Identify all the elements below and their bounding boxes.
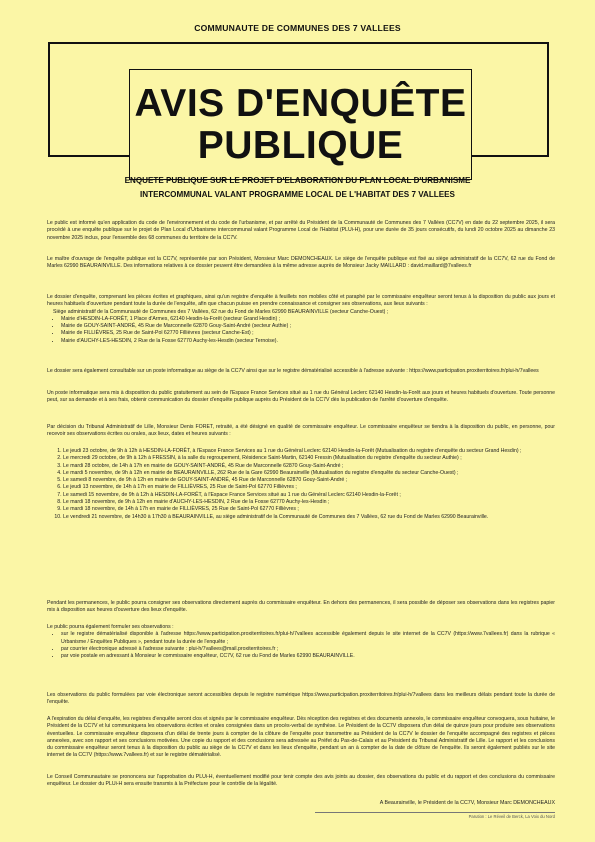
list-item: • Mairie de FILLIÈVRES, 25 Rue de Saint-Pol 62770 Fillièvres (secteur Canche-Est) ; — [61, 330, 555, 337]
list-item: • Mairie de GOUY-SAINT-ANDRÉ, 45 Rue de Marconnelle 62870 Gouy-Saint-André (secteur Authie) ; — [61, 323, 555, 330]
list-item: 2. Le mercredi 29 octobre, de 9h à 12h à FRESSIN, à la salle du regroupement, Résidence Saint-Martin, 62140 Fressin (Mutualisation du registre d'enquête du secteur Authie) ; — [63, 455, 555, 462]
subtitle-line-1: ENQUETE PUBLIQUE SUR LE PROJET D'ELABORATION DU PLAN LOCAL D'URBANISME — [124, 176, 471, 185]
mairies-list — [47, 316, 555, 345]
list-item: 1. Le jeudi 23 octobre, de 9h à 12h à HESDIN-LA-FORÊT, à l'Espace France Services au 1 rue du Général Leclerc 62140 Hesdin-la-Forêt (Mutualisation du registre d'enquête du secteur Grand Hesdin) ; — [63, 448, 555, 455]
observations-intro: Le public pourra également formuler ses observations : — [47, 624, 174, 630]
paragraph-poste: Un poste informatique sera mis à disposition du public gratuitement au sein de l'Espace France Services situé au 1 rue du Général Leclerc 62140 Hesdin-la-Forêt aux jours et heures habituels d'ouverture. Toute personne peut, sur sa demande et à ses frais, obtenir communication du dossier d'enquête publique auprès du Président de la CC7V dès la publication de l'arrêté d'ouverture d'enquête. — [47, 390, 555, 404]
list-item: 5. Le samedi 8 novembre, de 9h à 12h en mairie de GOUY-SAINT-ANDRÉ, 45 Rue de Marconnelle 62870 Gouy-Saint-André ; — [63, 477, 555, 484]
list-item: • sur le registre dématérialisé disponible à l'adresse https://www.participation.proxiterritoires.fr/plui-h/7vallees accessible également depuis le site internet de la CC7V (https://www.7vallees.fr) dans la rubrique « Urbanisme / Enquêtes Publiques », pendant toute la durée de l'enquête ; — [61, 631, 555, 646]
list-item: • par courrier électronique adressé à l'adresse suivante : plui-h/7vallees@mail.proxiterritoires.fr ; — [61, 646, 555, 653]
paragraph-publication-observations: Les observations du public formulées par voie électronique seront accessibles depuis le registre numérique https://www.participation.proxiterritoires.fr/plui-h/7vallees dans les meilleurs délais pendant toute la durée de l'enquête. — [47, 692, 555, 706]
paragraph-observations — [47, 624, 555, 660]
subtitle-line-2: INTERCOMMUNAL VALANT PROGRAMME LOCAL DE L'HABITAT DES 7 VALLEES — [140, 190, 455, 199]
list-item: • Mairie d'AUCHY-LES-HESDIN, 2 Rue de la Fosse 62770 Auchy-les-Hesdin (secteur Ternoise). — [61, 338, 555, 345]
footer-note: Parution : Le Réveil de Berck, La Voix du Nord — [315, 812, 555, 819]
list-item: 3. Le mardi 28 octobre, de 14h à 17h en mairie de GOUY-SAINT-ANDRÉ, 45 Rue de Marconnelle 62870 Gouy-Saint-André ; — [63, 463, 555, 470]
paragraph-maitre-ouvrage: Le maître d'ouvrage de l'enquête publique est la CC7V, représentée par son Président, Monsieur Marc DEMONCHEAUX. Le siège de l'enquête publique est fixé au siège administratif de la CC7V, 62 rue du Fond de Marles 62990 BEAURAINVILLE. Des informations relatives à ce dossier peuvent être demandées à la même adresse auprès de Monsieur Jacky MAILLARD : david.maillard@7vallees.fr — [47, 256, 555, 270]
title-line-2: PUBLIQUE — [197, 123, 404, 167]
list-item: 6. Le jeudi 13 novembre, de 14h à 17h en mairie de FILLIÈVRES, 25 Rue de Saint-Pol 62770 Fillièvres ; — [63, 484, 555, 491]
paragraph-registre: Le dossier sera également consultable sur un poste informatique au siège de la CC7V ainsi que sur le registre dématérialisé accessible à l'adresse suivante : https://www.participation.proxiterritoires.fr/plui-h/7vallees — [47, 368, 539, 374]
subtitle — [40, 174, 555, 202]
title-inner-frame — [129, 69, 472, 180]
signature-line: A Beaurainville, le Président de la CC7V, Monsieur Marc DEMONCHEAUX — [379, 800, 555, 806]
paragraph-cloture: A l'expiration du délai d'enquête, les registres d'enquête seront clos et signés par le commissaire enquêteur. Dès réception des registres et des documents annexés, le commissaire enquêteur convoquera, sous huitaine, le Président de la CC7V et lui communiquera les observations écrites et orales consignées dans un procès-verbal de synthèse. Le Président de la CC7V disposera d'un délai de quinze jours pour produire ses observations éventuelles. Le commissaire enquêteur disposera d'un délai de trente jours à compter de la clôture de l'enquête pour transmettre au Président de la CC7V le dossier de l'enquête accompagné des registres et pièces annexées, avec son rapport et ses conclusions motivées. Une copie du rapport et des conclusions sera adressée au Préfet du Pas-de-Calais et au Président du Tribunal Administratif de Lille. Le rapport et les conclusions du commissaire enquêteur seront tenus à la disposition du public au siège de la CC7V et dans les lieux d'enquête, pendant un an à compter de la date de clôture de l'enquête. Ils seront également publiés sur le site internet de la CC7V (https://www.7vallees.fr) et sur le registre dématérialisé. — [47, 716, 555, 759]
list-item: 9. Le mardi 18 novembre, de 14h à 17h en mairie de FILLIÈVRES, 25 Rue de Saint-Pol 62770 Fillièvres ; — [63, 506, 555, 513]
paragraph-approbation: Le Conseil Communautaire se prononcera sur l'approbation du PLUi-H, éventuellement modifié pour tenir compte des avis joints au dossier, des observations du public et du rapport et des conclusions du commissaire enquêteur. Le dossier du PLUi-H sera ensuite transmis à la Préfecture pour le contrôle de la légalité. — [47, 774, 555, 788]
paragraph-dossier-text: Le dossier d'enquête, comprenant les pièces écrites et graphiques, ainsi qu'un registre d'enquête à feuillets non mobiles côté et paraphé par le commissaire enquêteur seront tenus à la disposition du public aux jours et heures habituels d'ouverture pendant toute la durée de l'enquête, afin que chacun puisse en prendre connaissance et consigner ses observations, aux lieux suivants : — [47, 294, 555, 308]
title-frame — [48, 42, 549, 167]
paragraph-permanences-info: Pendant les permanences, le public pourra consigner ses observations directement auprès du commissaire enquêteur. En dehors des permanences, il sera possible de déposer ses observations dans les registres papier mis à disposition aux heures d'ouverture des lieux d'enquête. — [47, 600, 555, 614]
permanences-list — [47, 448, 555, 521]
organization-heading: COMMUNAUTE DE COMMUNES DES 7 VALLEES — [194, 23, 401, 33]
list-item: 4. Le mardi 5 novembre, de 9h à 12h en mairie de BEAURAINVILLE, 262 Rue de la Gare 62990 Beaurainville (Mutualisation du registre d'enquête du secteur Canche-Ouest) ; — [63, 470, 555, 477]
list-item: • Mairie d'HESDIN-LA-FORÊT, 1 Place d'Armes, 62140 Hesdin-la-Forêt (secteur Grand Hesdin) ; — [61, 316, 555, 323]
paragraph-intro: Le public est informé qu'en application du code de l'environnement et du code de l'urbanisme, et par arrêté du Président de la Communauté de Communes des 7 Vallées (CC7V) en date du 22 septembre 2025, il sera procédé à une enquête publique sur le projet de Plan Local d'Urbanisme intercommunal valant Programme Local de l'Habitat (PLUi-H), pour une durée de 35 jours consécutifs, du lundi 20 octobre 2025 au dimanche 23 novembre 2025 inclus, pour l'ensemble des 68 communes du territoire de la CC7V. — [47, 220, 555, 241]
list-item: 7. Le samedi 15 novembre, de 9h à 12h à HESDIN-LA-FORÊT, à l'Espace France Services situé au 1 rue du Général Leclerc 62140 Hesdin-la-Forêt ; — [63, 492, 555, 499]
list-item: 10. Le vendredi 21 novembre, de 14h30 à 17h30 à BEAURAINVILLE, au siège administratif de la Communauté de Communes des 7 Vallées, 62 rue du Fond de Marles 62990 Beaurainville. — [63, 514, 555, 521]
list-item: • par voie postale en adressant à Monsieur le commissaire enquêteur, CC7V, 62 rue du Fond de Marles 62990 BEAURAINVILLE. — [61, 653, 555, 660]
paragraph-dossier-lieux — [47, 294, 555, 345]
list-item: 8. Le mardi 18 novembre, de 9h à 12h en mairie d'AUCHY-LES-HESDIN, 2 Rue de la Fosse 62770 Auchy-les-Hesdin ; — [63, 499, 555, 506]
permanences — [47, 448, 555, 521]
title-line-1: AVIS D'ENQUÊTE — [134, 81, 467, 125]
paragraph-commissaire: Par décision du Tribunal Administratif de Lille, Monsieur Denis FORET, retraité, a été désigné en qualité de commissaire enquêteur. Le commissaire enquêteur se tiendra à la disposition du public, en personne, pour recevoir ses observations écrites ou orales, aux lieux, dates et heures suivants : — [47, 424, 555, 438]
observations-list — [47, 631, 555, 660]
siege-line: Siège administratif de la Communauté de Communes des 7 Vallées, 62 rue du Fond de Marles 62990 BEAURAINVILLE (secteur Canche-Ouest) ; — [53, 308, 389, 315]
